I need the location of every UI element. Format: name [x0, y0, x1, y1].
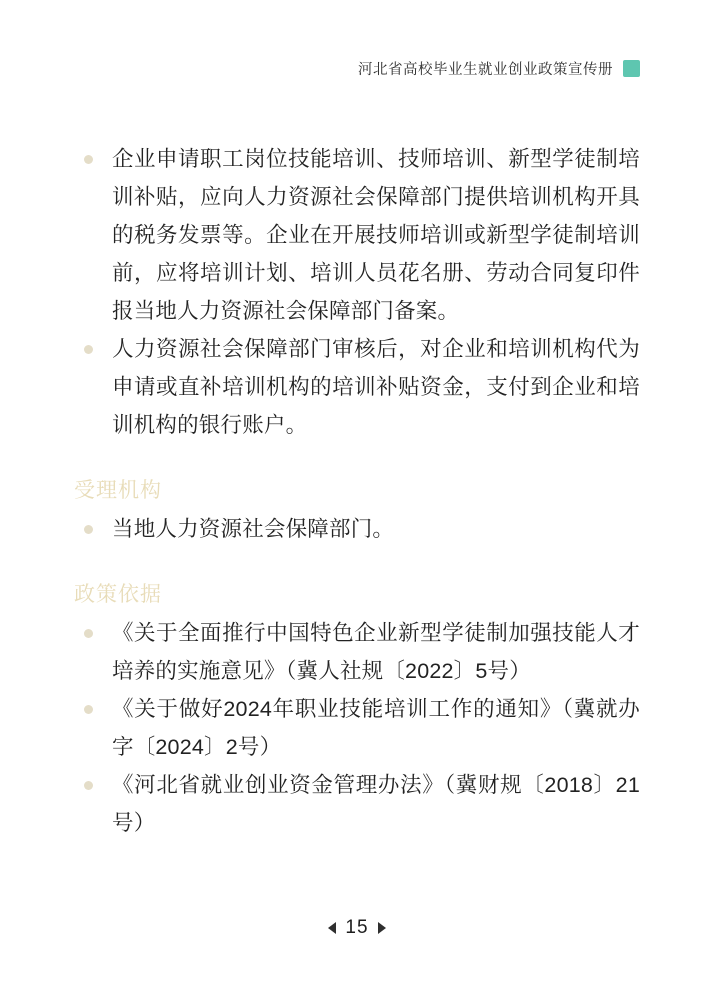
header-mark-icon — [623, 60, 640, 77]
list-item — [74, 766, 640, 842]
list-item-text: 当地人力资源社会保障部门。 — [112, 517, 395, 541]
top-bullet-list — [74, 140, 640, 444]
list-item-text: 《关于全面推行中国特色企业新型学徒制加强技能人才培养的实施意见》（冀人社规〔2022〕5号） — [112, 621, 640, 683]
bullet-dot-icon — [84, 345, 93, 354]
document-content — [74, 140, 640, 842]
bullet-dot-icon — [84, 705, 93, 714]
page-footer — [0, 917, 714, 939]
bullet-dot-icon — [84, 629, 93, 638]
list-item — [74, 330, 640, 444]
list-item-text: 《河北省就业创业资金管理办法》（冀财规〔2018〕21号） — [112, 773, 640, 835]
list-item — [74, 140, 640, 330]
header-title: 河北省高校毕业生就业创业政策宣传册 — [358, 62, 613, 78]
acceptance-list — [74, 510, 640, 548]
section-title-acceptance: 受理机构 — [74, 479, 162, 502]
previous-page-arrow-icon[interactable] — [328, 922, 336, 934]
page-number: 15 — [345, 917, 369, 938]
section-title-policy-basis: 政策依据 — [74, 583, 162, 606]
list-item-text: 《关于做好2024年职业技能培训工作的通知》（冀就办字〔2024〕2号） — [112, 697, 640, 759]
list-item — [74, 614, 640, 690]
list-item-text: 企业申请职工岗位技能培训、技师培训、新型学徒制培训补贴，应向人力资源社会保障部门提供培训机构开具的税务发票等。企业在开展技师培训或新型学徒制培训前，应将培训计划、培训人员花名册、劳动合同复印件报当地人力资源社会保障部门备案。 — [112, 147, 640, 323]
list-item — [74, 510, 640, 548]
bullet-dot-icon — [84, 525, 93, 534]
page-header — [358, 58, 640, 79]
bullet-dot-icon — [84, 155, 93, 164]
next-page-arrow-icon[interactable] — [378, 922, 386, 934]
bullet-dot-icon — [84, 781, 93, 790]
list-item — [74, 690, 640, 766]
list-item-text: 人力资源社会保障部门审核后，对企业和培训机构代为申请或直补培训机构的培训补贴资金，支付到企业和培训机构的银行账户。 — [112, 337, 640, 437]
policy-basis-list — [74, 614, 640, 842]
